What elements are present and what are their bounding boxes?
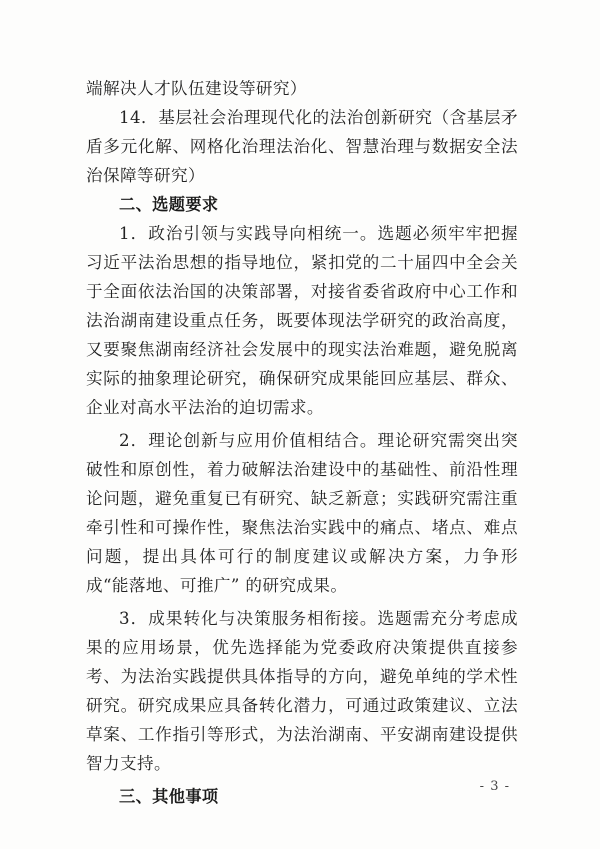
section-heading-other: 三、其他事项 [119,787,219,806]
page-number: - 3 - [479,779,510,794]
document-body [86,74,518,811]
requirement-1: 1．政治引领与实践导向相统一。选题必须牢牢把握习近平法治思想的指导地位，紧扣党的二十届四中全会关于全面依法治国的决策部署，对接省委省政府中心工作和法治湖南建设重点任务，既要体现法学研究的政治高度，又要聚焦湖南经济社会发展中的现实法治难题，避免脱离实际的抽象理论研究，确保研究成果能回应基层、群众、企业对高水平法治的迫切需求。 [86,224,518,417]
requirement-2: 2．理论创新与应用价值相结合。理论研究需突出突破性和原创性，着力破解法治建设中的基础性、前沿性理论问题，避免重复已有研究、缺乏新意；实践研究需注重牵引性和可操作性，聚焦法治实践中的痛点、堵点、难点问题，提出具体可行的制度建议或解决方案，力争形成“能落地、可推广” 的研究成果。 [86,431,518,595]
section-heading-requirements: 二、选题要求 [119,195,219,214]
requirement-3: 3．成果转化与决策服务相衔接。选题需充分考虑成果的应用场景，优先选择能为党委政府决策提供直接参考、为法治实践提供具体指导的方向，避免单纯的学术性研究。研究成果应具备转化潜力，可通过政策建议、立法草案、工作指引等形式，为法治湖南、平安湖南建设提供智力支持。 [86,609,518,773]
continuation-text: 端解决人才队伍建设等研究） [86,79,307,98]
list-item-14: 14．基层社会治理现代化的法治创新研究（含基层矛盾多元化解、网格化治理法治化、智慧治理与数据安全法治保障等研究） [86,108,518,185]
